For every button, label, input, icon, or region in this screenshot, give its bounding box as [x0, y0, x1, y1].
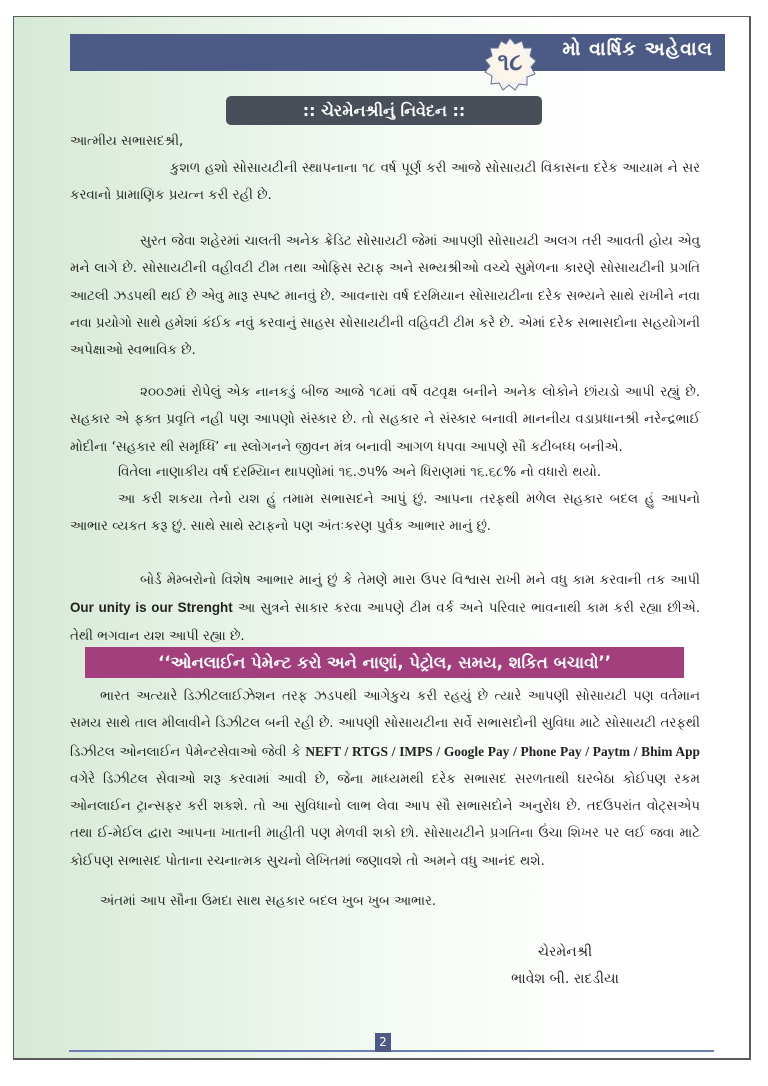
paragraph-7-end: વગેરે ડિઝીટલ સેવાઓ શરૂ કરવામાં આવી છે, જેના માધ્યમથી દરેક સભાસદ સરળતાથી ઘરબેઠા કોઈપણ રકમ ઓનલાઈન ટ્રાન્સફર કરી શકશે. તો આ સુવિધાનો લાભ લેવા આપ સૌ સભાસદોને અનુરોધ છે. તદઉપરાંત વોટ્સએપ તથા ઈ-મેઈલ દ્વારા આપના ખાતાની માહીતી પણ મેળવી શકો છો. સોસાયટીને પ્રગતિના ઉંચા શિખર પર લઈ જવા માટે કોઈપણ સભાસદ પોતાના રચનાત્મક સુચનો લેખિતમાં જણાવશે તો અમને વધુ આનંદ થશે. [70, 771, 700, 869]
page-number: 2 [375, 1033, 391, 1052]
signature-designation: ચેરમેનશ્રી [537, 944, 593, 960]
paragraph-5: આ કરી શકયા તેનો યશ હું તમામ સભાસદને આપું છું. આપના તરફથી મળેલ સહકાર બદલ હું આપનો આભાર વ્યકત કરૂ છું. સાથે સાથે સ્ટાફનો પણ અંતઃકરણ પુર્વક આભાર માનું છું. [70, 492, 700, 535]
salutation: આત્મીય સભાસદશ્રી, [70, 134, 184, 149]
paragraph-6-end: આ સુત્રને સાકાર કરવા આપણે ટીમ વર્ક અને પરિવાર ભાવનાથી કામ કરી રહ્યા છીએ. તેથી ભગવાન યશ આપી રહ્યા છે. [70, 601, 700, 644]
payment-methods: NEFT / RTGS / IMPS / Google Pay / Phone Pay / Paytm / Bhim App [305, 743, 700, 759]
edition-number: ૧૮ [497, 48, 523, 76]
unity-motto: Our unity is our Strenght [70, 600, 233, 616]
header-banner [70, 34, 725, 71]
edition-medallion-icon [482, 36, 538, 92]
signature-name: ભાવેશ બી. રાદડીયા [511, 971, 619, 987]
footer-divider [69, 1050, 714, 1052]
section-title: :: ચેરમેનશ્રીનું નિવેદન :: [226, 96, 542, 125]
paragraph-6-start: બોર્ડ મેમ્બરોનો વિશેષ આભાર માનું છું કે તેમણે મારા ઉપર વિશ્વાસ રાખી મને વધુ કામ કરવાની તક આપી [140, 573, 700, 588]
paragraph-4: વિતેલા નાણાકીય વર્ષ દરમ્યિાન થાપણોમાં ૧૬.૭૫% અને ધિરાણમાં ૧૬.૬૮% નો વધારો થયો. [118, 465, 602, 480]
report-title: મો વાર્ષિક અહેવાલ [562, 38, 713, 60]
online-payment-slogan: ‘‘ઓનલાઈન પેમેન્ટ કરો અને નાણાં, પેટ્રોલ, સમય, શકિત બચાવો’’ [85, 647, 684, 678]
paragraph-6 [70, 567, 700, 650]
paragraph-1: કુશળ હશો સોસાયટીની સ્થાપનાના ૧૮ વર્ષ પૂર્ણ કરી આજે સોસાયટી વિકાસના દરેક આયામ ને સર કરવાનો પ્રામાણિક પ્રયત્ન કરી રહી છે. [70, 161, 700, 204]
paragraph-3: ૨૦૦૭માં રોપેલું એક નાનકડું બીજ આજે ૧૮માં વર્ષે વટવૃક્ષ બનીને અનેક લોકોને છાંયડો આપી રહ્યું છે. સહકાર એ ફક્ત પ્રવૃતિ નહી પણ આપણો સંસ્કાર છે. તો સહકાર ને સંસ્કાર બનાવી માનનીય વડાપ્રધાનશ્રી નરેન્દ્રભાઈ મોદીના ‘સહકાર થી સમૃધ્ધિ’ ના સ્લોગનને જીવન મંત્ર બનાવી આગળ ધપવા આપણે સૌ કટીબધ્ધ બનીએ. [70, 385, 700, 455]
paragraph-7 [70, 683, 700, 875]
paragraph-7-start: ભારત અત્યારે ડિઝીટલાઈઝેશન તરફ ઝડપથી આગેકુચ કરી રહયું છે ત્યારે આપણી સોસાયટી પણ વર્તમાન સમય સાથે તાલ મીલાવીને ડિઝીટલ બની રહી છે. આપણી સોસાયટીના સર્વે સભાસદોની સુવિધા માટે સોસાયટી તરફથી ડિઝીટલ ઓનલાઈન પેમેન્ટસેવાઓ જેવી કે [70, 689, 700, 760]
closing-line: અંતમાં આપ સૌના ઉમદા સાથ સહકાર બદલ ખુબ ખુબ આભાર. [100, 894, 437, 909]
paragraph-2: સુરત જેવા શહેરમાં ચાલતી અનેક ક્રેડિટ સોસાયટી જેમાં આપણી સોસાયટી અલગ તરી આવતી હોય એવુ મને લાગે છે. સોસાયટીની વહીવટી ટીમ તથા ઓફિસ સ્ટાફ અને સભ્યશ્રીઓ વચ્ચે સુમેળના કારણે સોસાયટીની પ્રગતિ આટલી ઝડપથી થઈ છે એવુ મારૂ સ્પષ્ટ માનવું છે. આવનારા વર્ષ દરમિયાન સોસાયટીના દરેક સભ્યને સાથે રાખીને નવા નવા પ્રયોગો સાથે હમેશાં કંઈક નવું કરવાનું સાહસ સોસાયટીની વહિવટી ટીમ કરે છે. એમાં દરેક સભાસદોના સહયોગની અપેક્ષાઓ સ્વભાવિક છે. [70, 234, 700, 359]
